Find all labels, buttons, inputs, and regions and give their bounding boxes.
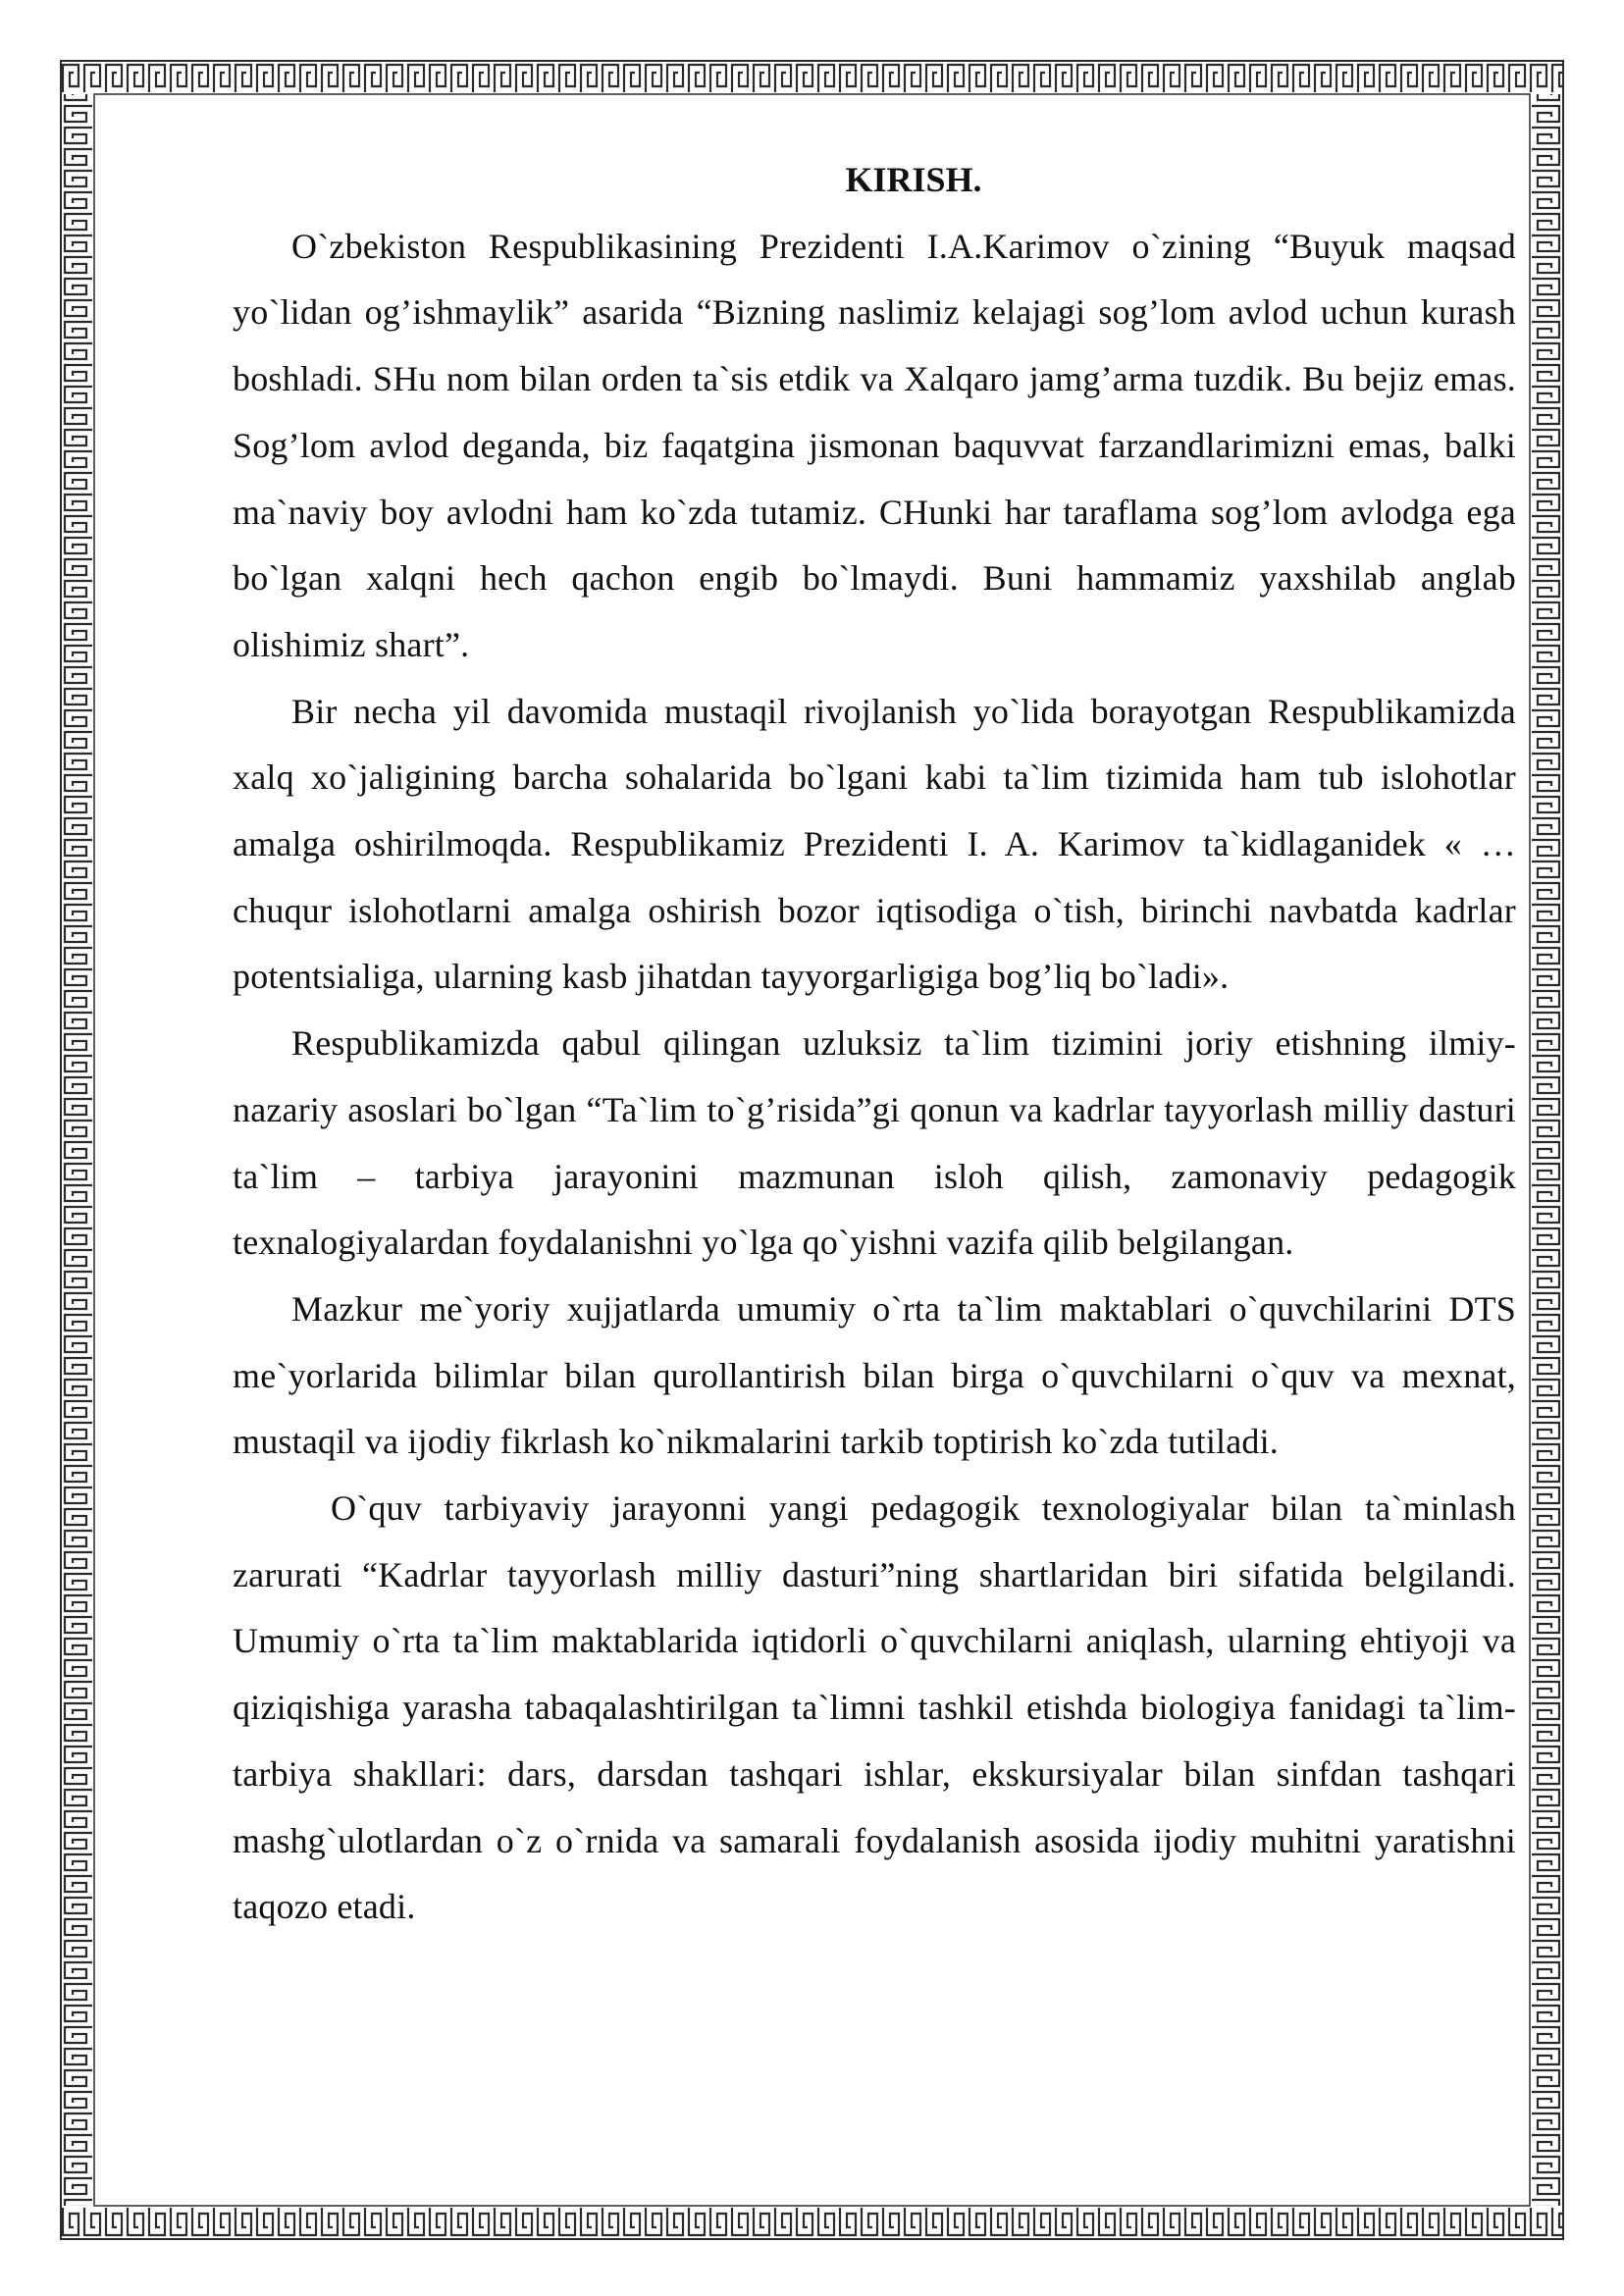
paragraph-3: Respublikamizda qabul qilingan uzluksiz ta`lim tizimini joriy etishning ilmiy-nazariy asoslari bo`lgan “Ta`lim to`g’risida”gi qonun va kadrlar tayyorlash milliy dasturi ta`lim – tarbiya jarayonini mazmunan isloh qilish, zamonaviy pedagogik texnalogiyalardan foydalanishni yo`lga qo`yishni vazifa qilib belgilangan.	[233, 1023, 1516, 1263]
document-body	[233, 147, 1516, 1941]
paragraph-4: Mazkur me`yoriy xujjatlarda umumiy o`rta ta`lim maktablari o`quvchilarini DTS me`yorlarida bilimlar bilan qurollantirish bilan birga o`quvchilarni o`quv va mexnat, mustaqil va ijodiy fikrlash ko`nikmalarini tarkib toptirish ko`zda tutiladi.	[233, 1288, 1516, 1462]
paragraph-1: O`zbekiston Respublikasining Prezidenti I.A.Karimov o`zining “Buyuk maqsad yo`lidan og’ishmaylik” asarida “Bizning naslimiz kelajagi sog’lom avlod uchun kurash boshladi. SHu nom bilan orden ta`sis etdik va Xalqaro jamg’arma tuzdik. Bu bejiz emas. Sog’lom avlod deganda, biz faqatgina jismonan baquvvat farzandlarimizni emas, balki ma`naviy boy avlodni ham ko`zda tutamiz. CHunki har taraflama sog’lom avlodga ega bo`lgan xalqni hech qachon engib bo`lmaydi. Buni hammamiz yaxshilab anglab olishimiz shart”.	[233, 226, 1516, 664]
paragraph-2: Bir necha yil davomida mustaqil rivojlanish yo`lida borayotgan Respublikamizda xalq xo`jaligining barcha sohalarida bo`lgani kabi ta`lim tizimida ham tub islohotlar amalga oshirilmoqda. Respublikamiz Prezidenti I. A. Karimov ta`kidlaganidek « …chuqur islohotlarni amalga oshirish bozor iqtisodiga o`tish, birinchi navbatda kadrlar potentsialiga, ularning kasb jihatdan tayyorgarligiga bog’liq bo`ladi».	[233, 691, 1516, 997]
document-title: KIRISH.	[845, 160, 982, 199]
paragraph-5: O`quv tarbiyaviy jarayonni yangi pedagogik texnologiyalar bilan ta`minlash zarurati “Kadrlar tayyorlash milliy dasturi”ning shartlaridan biri sifatida belgilandi. Umumiy o`rta ta`lim maktablarida iqtidorli o`quvchilarni aniqlash, ularning ehtiyoji va qiziqishiga yarasha tabaqalashtirilgan ta`limni tashkil etishda biologiya fanidagi ta`lim-tarbiya shakllari: dars, darsdan tashqari ishlar, ekskursiyalar bilan sinfdan tashqari mashg`ulotlardan o`z o`rnida va samarali foydalanish asosida ijodiy muhitni yaratishni taqozo etadi.	[233, 1488, 1516, 1927]
